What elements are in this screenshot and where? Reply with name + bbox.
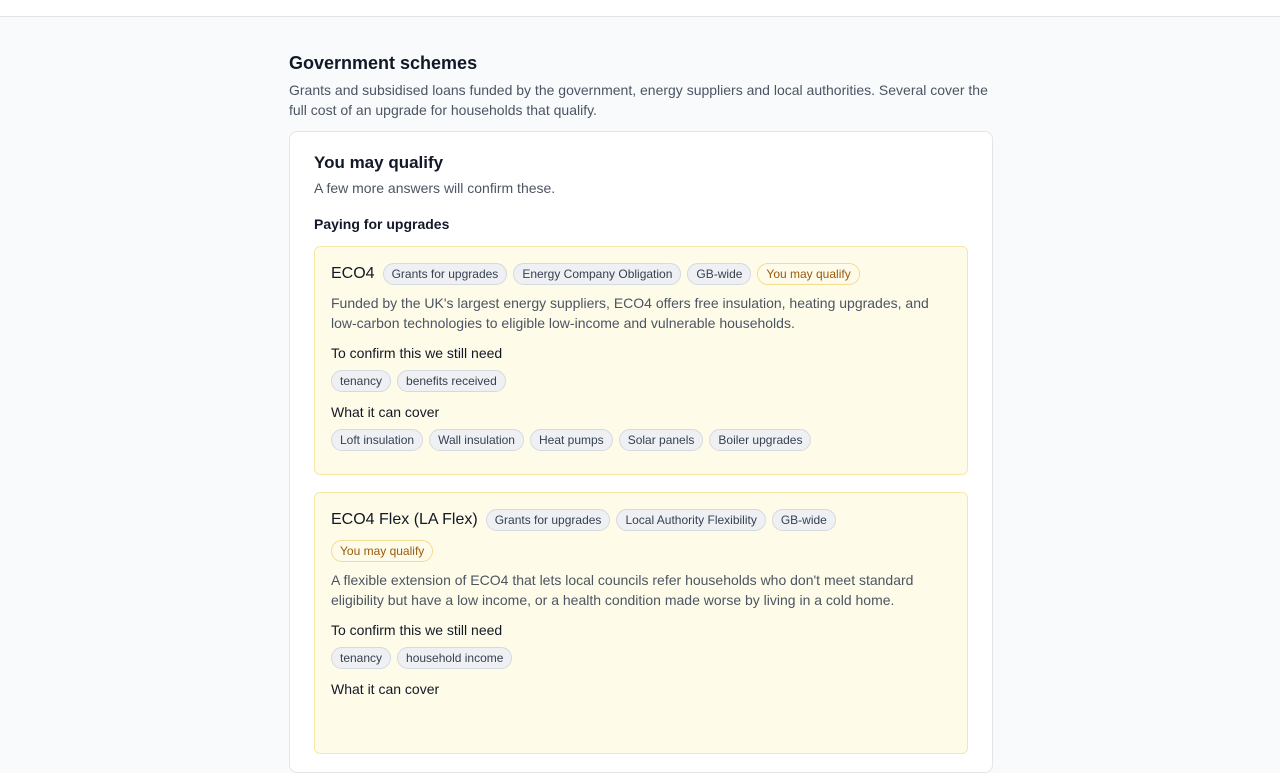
scheme-name: ECO4 Flex (LA Flex) — [331, 511, 478, 528]
cover-chip: Heat pumps — [530, 429, 613, 451]
status-badge: You may qualify — [331, 540, 433, 562]
qualify-panel — [289, 131, 993, 773]
confirm-chip: benefits received — [397, 370, 506, 392]
confirm-chips — [331, 647, 951, 669]
scheme-name: ECO4 — [331, 265, 375, 282]
status-row — [331, 540, 951, 562]
cover-chip: Solar panels — [619, 429, 704, 451]
confirm-heading: To confirm this we still need — [331, 345, 503, 361]
cover-chip: Boiler upgrades — [709, 429, 811, 451]
scheme-card-eco4[interactable] — [314, 246, 968, 475]
scheme-card-eco4-flex[interactable] — [314, 492, 968, 754]
cover-heading: What it can cover — [331, 681, 440, 697]
confirm-chip: tenancy — [331, 647, 391, 669]
section-title: Government schemes — [289, 53, 478, 73]
cover-chips — [331, 429, 951, 451]
status-badge: You may qualify — [757, 263, 859, 285]
panel-subtitle: A few more answers will confirm these. — [314, 180, 556, 196]
region-tag: GB-wide — [687, 263, 751, 285]
panel-title: You may qualify — [314, 153, 444, 172]
government-schemes-section — [289, 52, 993, 120]
section-description: Grants and subsidised loans funded by the government, energy suppliers and local authorities. Several cover the full cost of an upgrade for households that qualify. — [289, 82, 988, 118]
card-header — [331, 509, 951, 531]
category-tag: Grants for upgrades — [486, 509, 611, 531]
group-label: Paying for upgrades — [314, 216, 450, 232]
programme-tag: Local Authority Flexibility — [616, 509, 765, 531]
cover-chip: Wall insulation — [429, 429, 524, 451]
category-tag: Grants for upgrades — [383, 263, 508, 285]
card-header — [331, 263, 951, 285]
confirm-chip: tenancy — [331, 370, 391, 392]
confirm-chips — [331, 370, 951, 392]
programme-tag: Energy Company Obligation — [513, 263, 681, 285]
confirm-heading: To confirm this we still need — [331, 622, 503, 638]
scheme-description: A flexible extension of ECO4 that lets local councils refer households who don't meet standard eligibility but have a low income, or a health condition made worse by living in a cold home. — [331, 572, 914, 608]
region-tag: GB-wide — [772, 509, 836, 531]
confirm-chip: household income — [397, 647, 512, 669]
top-bar — [0, 0, 1280, 17]
cover-heading: What it can cover — [331, 404, 440, 420]
scheme-description: Funded by the UK's largest energy suppliers, ECO4 offers free insulation, heating upgrades, and low-carbon technologies to eligible low-income and vulnerable households. — [331, 295, 929, 331]
cover-chip: Loft insulation — [331, 429, 423, 451]
